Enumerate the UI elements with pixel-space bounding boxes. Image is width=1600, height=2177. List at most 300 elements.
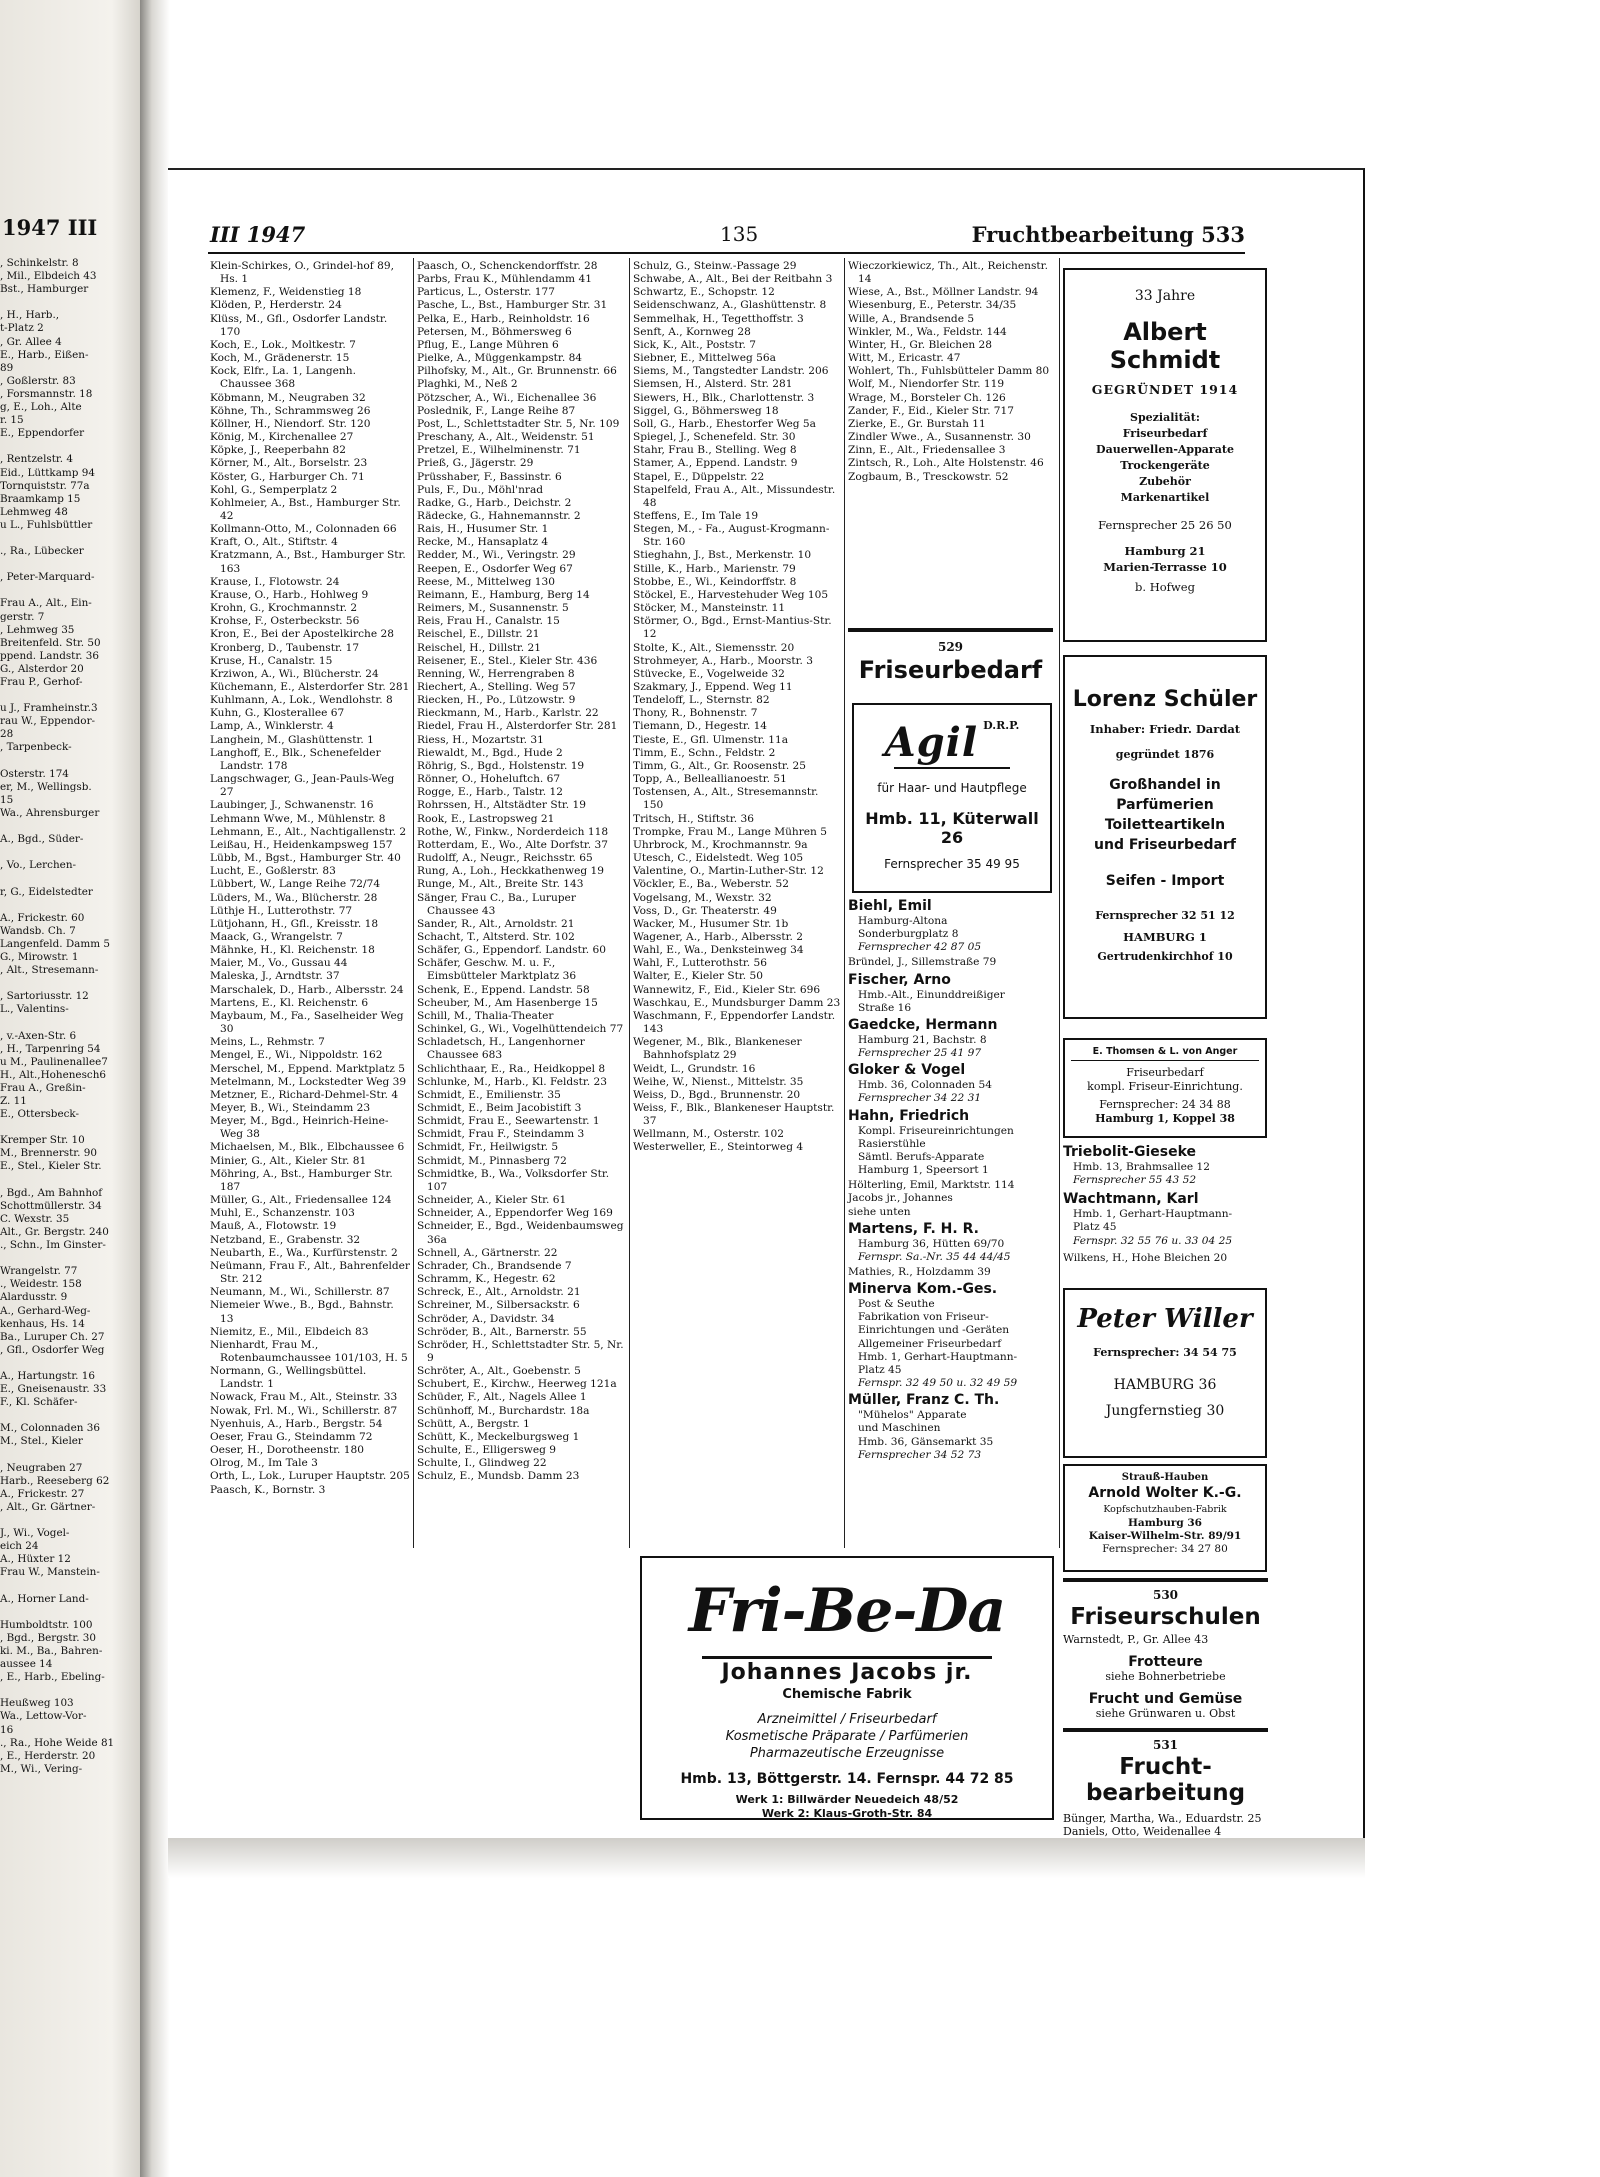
left-page-line: A., Bgd., Süder- [0, 833, 84, 846]
left-page-line: , Rentzelstr. 4 [0, 453, 73, 466]
schueler-lines [1065, 775, 1265, 855]
left-page-line: A., Gerhard-Weg- [0, 1304, 91, 1317]
schmidt-city: Hamburg 21 [1124, 544, 1206, 558]
entry-line: Hmb. 1, Gerhart-Hauptmann- [1073, 1208, 1233, 1221]
directory-entry: Olrog, M., Im Tale 3 [210, 1457, 318, 1470]
left-page-line: Wa., Lettow-Vor- [0, 1710, 87, 1723]
directory-entry: Köpke, J., Reeperbahn 82 [210, 444, 346, 457]
directory-entry: Stolte, K., Alt., Siemensstr. 20 [633, 641, 795, 654]
entry-line: Hmb. 36, Colonnaden 54 [858, 1079, 992, 1092]
left-page-line: Osterstr. 174 [0, 767, 69, 780]
directory-entry: Reese, M., Mittelweg 130 [417, 575, 556, 588]
directory-entry: Schulz, E., Mundsb. Damm 23 [417, 1470, 580, 1483]
thomsen-line-1: Friseurbedarf [1126, 1066, 1204, 1079]
directory-entry: Kronberg, D., Taubenstr. 17 [210, 641, 360, 654]
directory-entry: Wegener, M., Blk., Blankeneser Bahnhofsplatz 29 [633, 1036, 802, 1062]
directory-entry: Maier, M., Vo., Gussau 44 [210, 957, 348, 970]
directory-entry: Winkler, M., Wa., Feldstr. 144 [848, 325, 1007, 338]
left-page-line: Wa., Ahrensburger [0, 806, 100, 819]
directory-entry: Lütjohann, H., Gfl., Kreisstr. 18 [210, 917, 379, 930]
entry: Warnstedt, P., Gr. Allee 43 [1063, 1633, 1209, 1646]
directory-entry: Rohrssen, H., Altstädter Str. 19 [417, 799, 586, 812]
directory-entry: Schulte, E., Elligersweg 9 [417, 1444, 556, 1457]
schmidt-extra: b. Hofweg [1135, 580, 1195, 594]
directory-entry: Klemenz, F., Weidenstieg 18 [210, 286, 362, 299]
left-page-line: 89 [0, 361, 14, 374]
left-page-line: 28 [0, 728, 14, 741]
directory-entry: Rönner, O., Hoheluftch. 67 [417, 773, 561, 786]
entry-line: Sonderburgplatz 8 [858, 928, 959, 941]
directory-entry: Senft, A., Kornweg 28 [633, 325, 751, 338]
directory-entry: Schenk, E., Eppend. Landstr. 58 [417, 983, 590, 996]
directory-entry: Mähnke, H., Kl. Reichenstr. 18 [210, 944, 375, 957]
entry-line: Hamburg 21, Bachstr. 8 [858, 1033, 987, 1046]
schmidt-street: Marien-Terrasse 10 [1103, 560, 1227, 574]
directory-entry: Kuhlmann, A., Lok., Wendlohstr. 8 [210, 694, 393, 707]
left-page-line: , Bgd., Am Bahnhof [0, 1186, 103, 1199]
directory-entry: Maleska, J., Arndtstr. 37 [210, 970, 340, 983]
entry-line: Hamburg 1, Speersort 1 [858, 1164, 989, 1177]
left-page-line: ., Weidestr. 158 [0, 1278, 82, 1291]
directory-entry: Schramm, K., Hegestr. 62 [417, 1273, 556, 1286]
fribeda-works-1: Werk 1: Billwärder Neuedeich 48/52 [735, 1793, 959, 1806]
agil-mark: D.R.P. [983, 719, 1020, 732]
directory-entry: Köhne, Th., Schrammsweg 26 [210, 404, 371, 417]
directory-entry: Lüders, M., Wa., Blücherstr. 28 [210, 891, 378, 904]
entry-name: Müller, Franz C. Th. [848, 1392, 1000, 1409]
directory-entry: Niemitz, E., Mil., Elbdeich 83 [210, 1325, 369, 1338]
directory-entry: Nyenhuis, A., Harb., Bergstr. 54 [210, 1417, 383, 1430]
directory-entry: Valentine, O., Martin-Luther-Str. 12 [633, 865, 824, 878]
directory-entry: Siems, M., Tangstedter Landstr. 206 [633, 365, 829, 378]
left-page-line: E., Ottersbeck- [0, 1108, 80, 1121]
agil-line: für Haar- und Hautpflege [877, 781, 1027, 795]
directory-column-2 [417, 260, 625, 1484]
directory-entry: Reepen, E., Osdorfer Weg 67 [417, 562, 573, 575]
directory-entry: Wagener, A., Harb., Albersstr. 2 [633, 930, 803, 943]
section-title: Fruchtbearbeitung 533 [971, 222, 1245, 247]
directory-entry: Zogbaum, B., Tresckowstr. 52 [848, 470, 1009, 483]
directory-entry-block [848, 1392, 1053, 1462]
directory-entry: Michaelsen, M., Blk., Elbchaussee 6 [210, 1141, 405, 1154]
section-rule [1063, 1728, 1268, 1732]
directory-column-3 [633, 260, 841, 1155]
left-page-line: , H., Harb., [0, 309, 60, 322]
directory-entry: Siemsen, H., Alsterd. Str. 281 [633, 378, 793, 391]
directory-entry: Stahr, Frau B., Stelling. Weg 8 [633, 444, 797, 457]
directory-entry-block [848, 1062, 1053, 1105]
schueler-import: Seifen - Import [1105, 873, 1225, 889]
sub-heading: Frotteure [1128, 1654, 1203, 1670]
fribeda-works-2: Werk 2: Klaus-Groth-Str. 84 [761, 1807, 933, 1820]
left-page-line: ppend. Landstr. 36 [0, 649, 99, 662]
directory-entry: Mengel, E., Wi., Nippoldstr. 162 [210, 1049, 383, 1062]
directory-entry: Kuhn, G., Klosterallee 67 [210, 707, 345, 720]
left-page-line: G., Mirowstr. 1 [0, 950, 79, 963]
directory-entry: Rais, H., Husumer Str. 1 [417, 523, 549, 536]
left-page-line [0, 1514, 136, 1527]
directory-entry: Petersen, M., Böhmersweg 6 [417, 325, 572, 338]
left-page-line: A., Hartungstr. 16 [0, 1369, 96, 1382]
left-page-line [0, 532, 136, 545]
left-page-line: Humboldtstr. 100 [0, 1618, 93, 1631]
fribeda-logo: Fri-Be-Da [688, 1576, 1006, 1646]
directory-entry: Stamer, A., Eppend. Landstr. 9 [633, 457, 798, 470]
directory-entry: Wohlert, Th., Fuhlsbütteler Damm 80 [848, 365, 1050, 378]
directory-entry: Rädecke, G., Hahnemannstr. 2 [417, 509, 581, 522]
directory-entry: Kock, Elfr., La. 1, Langenh. Chaussee 368 [210, 365, 356, 391]
entry-line: Hmb. 1, Gerhart-Hauptmann- [858, 1350, 1018, 1363]
agil-logo: Agil [884, 719, 979, 766]
directory-entry: Sick, K., Alt., Poststr. 7 [633, 338, 756, 351]
directory-entry: Schäfer, Geschw. M. u. F., Eimsbütteler Marktplatz 36 [417, 957, 577, 983]
directory-entry-block [848, 1108, 1053, 1178]
fribeda-line-2: Kosmetische Präparate / Parfümerien [725, 1729, 969, 1744]
directory-entry: Rotterdam, E., Wo., Alte Dorfstr. 37 [417, 838, 608, 851]
directory-entry: Schinkel, G., Wi., Vogelhüttendeich 77 [417, 1023, 624, 1036]
directory-entry: Langhein, M., Glashüttenstr. 1 [210, 733, 374, 746]
directory-entry: Stapel, E., Düppelstr. 22 [633, 470, 765, 483]
entry-line: Fernsprecher 34 52 73 [858, 1448, 982, 1461]
directory-entry: Schmidt, M., Pinnasberg 72 [417, 1154, 567, 1167]
thomsen-name: E. Thomsen & L. von Anger [1071, 1046, 1259, 1061]
left-page-line: 16 [0, 1723, 14, 1736]
left-page-line: , Schinkelstr. 8 [0, 257, 79, 269]
section-530 [1063, 1578, 1268, 1838]
ad-peter-willer [1063, 1288, 1267, 1458]
directory-entry: Krause, I., Flotowstr. 24 [210, 575, 340, 588]
left-page-line: r, G., Eidelstedter [0, 885, 93, 898]
fribeda-address: Hmb. 13, Böttgerstr. 14. Fernspr. 44 72 85 [680, 1771, 1014, 1787]
directory-entry: Merschel, M., Eppend. Marktplatz 5 [210, 1062, 405, 1075]
directory-entry: Uhrbrock, M., Krochmannstr. 9a [633, 838, 808, 851]
directory-entry: Schlichthaar, E., Ra., Heidkoppel 8 [417, 1062, 606, 1075]
left-page-line: , Bgd., Bergstr. 30 [0, 1631, 97, 1644]
left-page-line: , Tarpenbeck- [0, 741, 72, 754]
directory-entry: Klöden, P., Herderstr. 24 [210, 299, 342, 312]
fribeda-subtitle: Chemische Fabrik [782, 1687, 912, 1702]
directory-entry: Schwartz, E., Schopstr. 12 [633, 286, 775, 299]
left-page-line [0, 440, 136, 453]
directory-entry: Seidenschwanz, A., Glashüttenstr. 8 [633, 299, 827, 312]
directory-entry: Stöcker, M., Mansteinstr. 11 [633, 602, 786, 615]
directory-entry: Netzband, E., Grabenstr. 32 [210, 1233, 361, 1246]
directory-entry: Soll, G., Harb., Ehestorfer Weg 5a [633, 417, 816, 430]
schmidt-spec: Markenartikel [1120, 491, 1210, 504]
ad-fri-be-da [640, 1556, 1054, 1820]
left-page-line: aussee 14 [0, 1658, 53, 1671]
left-page-line: er, M., Wellingsb. [0, 780, 92, 793]
directory-entry: Lucht, E., Goßlerstr. 83 [210, 865, 336, 878]
directory-entry: Voss, D., Gr. Theaterstr. 49 [633, 904, 777, 917]
left-page-line: G., Alsterdor 20 [0, 662, 84, 675]
entry-name: Biehl, Emil [848, 898, 932, 914]
page-shadow [168, 1838, 1365, 1878]
directory-entry: Prüsshaber, F., Bassinstr. 6 [417, 470, 562, 483]
directory-entry: Radke, G., Harb., Deichstr. 2 [417, 496, 572, 509]
directory-entry: Westerweller, E., Steintorweg 4 [633, 1141, 804, 1154]
left-page-line: ., Ra., Hohe Weide 81 [0, 1736, 115, 1749]
left-page-line: , Alt., Stresemann- [0, 964, 99, 977]
directory-entry-block [848, 1266, 1053, 1279]
directory-entry: Möhring, A., Bst., Hamburger Str. 187 [210, 1167, 393, 1193]
directory-entry: Neümann, Frau F., Alt., Bahrenfelder Str. 212 [210, 1259, 410, 1286]
left-page-line [0, 689, 136, 702]
directory-entry: Wellmann, M., Osterstr. 102 [633, 1128, 785, 1141]
page-number: 135 [720, 222, 759, 246]
left-page-line: ., Ra., Lübecker [0, 545, 84, 558]
entry-name: Hahn, Friedrich [848, 1107, 970, 1124]
agil-address: Hmb. 11, Küterwall 26 [865, 809, 1039, 847]
header-year: III 1947 [210, 222, 306, 247]
cross-reference: siehe Grünwaren u. Obst [1095, 1707, 1236, 1720]
left-page-line: Lehmweg 48 [0, 505, 68, 518]
directory-entry-block [848, 972, 1053, 1015]
directory-entry: Stapelfeld, Frau A., Alt., Missundestr. 48 [633, 483, 836, 509]
thomsen-phone: Fernsprecher: 24 34 88 [1099, 1098, 1231, 1111]
section-heading-line-1: Frucht- [1119, 1754, 1212, 1780]
directory-entry: Meyer, M., Bgd., Heinrich-Heine-Weg 38 [210, 1115, 389, 1141]
left-page-list [0, 257, 136, 1776]
directory-entry: Leißau, H., Heidenkampsweg 157 [210, 838, 393, 851]
left-page-line [0, 296, 136, 309]
directory-entry: Tostensen, A., Alt., Stresemannstr. 150 [633, 786, 819, 812]
left-page-line: E., Harb., Eißen- [0, 348, 89, 361]
directory-entry: Tendeloff, L., Sternstr. 82 [633, 694, 770, 707]
directory-entry: Tiemann, D., Hegestr. 14 [633, 720, 768, 733]
entry-line: Fernsprecher 55 43 52 [1073, 1174, 1197, 1187]
left-page-line: , Neugraben 27 [0, 1461, 83, 1474]
left-page-line: A., Frickestr. 27 [0, 1487, 85, 1500]
directory-entry: Schulz, G., Steinw.-Passage 29 [633, 260, 797, 272]
directory-entry: Köster, G., Harburger Ch. 71 [210, 470, 365, 483]
left-page-line: , Gfl., Osdorfer Weg [0, 1343, 105, 1356]
left-page-line [0, 846, 136, 859]
directory-entry: Spiegel, J., Schenefeld. Str. 30 [633, 431, 796, 444]
directory-entry: Störmer, O., Bgd., Ernst-Mantius-Str. 12 [633, 615, 832, 641]
left-page-line: , Vo., Lerchen- [0, 859, 77, 872]
directory-entry: Wahl, F., Lutterothstr. 56 [633, 957, 768, 970]
directory-entry: Müller, G., Alt., Friedensallee 124 [210, 1194, 392, 1207]
left-page-line: , H., Tarpenring 54 [0, 1042, 101, 1055]
directory-entry: Langhoff, E., Blk., Schenefelder Landstr. 178 [210, 746, 381, 772]
directory-entry: Tieste, E., Gfl. Ulmenstr. 11a [633, 733, 789, 746]
section-number: 530 [1152, 1588, 1179, 1602]
directory-entry: Walter, E., Kieler Str. 50 [633, 970, 763, 983]
directory-entry: Schubert, E., Kirchw., Heerweg 121a [417, 1378, 617, 1391]
wolter-street: Kaiser-Wilhelm-Str. 89/91 [1088, 1530, 1242, 1542]
entry-line: Fernsprecher 34 22 31 [858, 1092, 982, 1105]
directory-entry: Stöckel, E., Harvestehuder Weg 105 [633, 588, 829, 601]
directory-entry: Maybaum, M., Fa., Saselheider Weg 30 [210, 1009, 404, 1036]
directory-entry: Klüss, M., Gfl., Osdorfer Landstr. 170 [210, 312, 388, 338]
directory-entry: Schmidtke, B., Wa., Volksdorfer Str. 107 [417, 1167, 610, 1193]
directory-entry: Schäfer, G., Eppendorf. Landstr. 60 [417, 944, 606, 957]
directory-entry: Wacker, M., Husumer Str. 1b [633, 917, 789, 930]
fribeda-underline [702, 1656, 992, 1659]
directory-entry: Reischel, H., Dillstr. 21 [417, 641, 542, 654]
directory-entry: Reisener, E., Stel., Kieler Str. 436 [417, 654, 598, 667]
entry-line: Mathies, R., Holzdamm 39 [848, 1265, 991, 1278]
ad-arnold-wolter [1063, 1464, 1267, 1572]
schmidt-spec: Trockengeräte [1120, 459, 1210, 472]
directory-entry: Schwabe, A., Alt., Bei der Reitbahn 3 [633, 273, 833, 286]
schmidt-name: Albert Schmidt [1109, 318, 1221, 374]
willer-city: HAMBURG 36 [1113, 1377, 1217, 1393]
schueler-name: Lorenz Schüler [1072, 687, 1258, 712]
entry-name: Gloker & Vogel [848, 1062, 966, 1079]
left-page-line [0, 1016, 136, 1029]
left-page-line: , Sartoriusstr. 12 [0, 990, 89, 1003]
directory-entry: Riedel, Frau H., Alsterdorfer Str. 281 [417, 720, 618, 733]
directory-entry: Pflug, E., Lange Mühren 6 [417, 338, 559, 351]
directory-entry: Vöckler, E., Ba., Weberstr. 52 [633, 878, 789, 891]
directory-entry: Oeser, Frau G., Steindamm 72 [210, 1430, 373, 1443]
left-page-line: A., Hüxter 12 [0, 1553, 71, 1566]
directory-entry: Krohn, G., Krochmannstr. 2 [210, 602, 358, 615]
left-page-line [0, 1409, 136, 1422]
willer-phone: Fernsprecher: 34 54 75 [1093, 1346, 1237, 1359]
thomsen-address: Hamburg 1, Koppel 38 [1095, 1112, 1235, 1125]
entry-line: Platz 45 [1073, 1221, 1117, 1234]
directory-entry: Wiesenburg, E., Peterstr. 34/35 [848, 299, 1017, 312]
directory-entry: Krohse, F., Osterbeckstr. 56 [210, 615, 360, 628]
left-page-line: Harb., Reeseberg 62 [0, 1474, 110, 1487]
directory-entry: Kraft, O., Alt., Stiftstr. 4 [210, 536, 338, 549]
directory-entry: Schill, M., Thalia-Theater [417, 1009, 554, 1022]
column-divider [1059, 258, 1060, 1548]
entry-line: Hamburg-Altona [858, 915, 948, 927]
directory-entry: Klein-Schirkes, O., Grindel-hof 89, Hs. 1 [210, 260, 394, 286]
directory-entry: Waschmann, F., Eppendorfer Landstr. 143 [633, 1009, 836, 1036]
left-page-line: , E., Herderstr. 20 [0, 1749, 96, 1762]
directory-entry: Schreiner, M., Silbersackstr. 6 [417, 1299, 580, 1312]
schueler-founded: gegründet 1876 [1115, 748, 1215, 761]
directory-entry: Witt, M., Ericastr. 47 [848, 352, 961, 365]
left-page-line: , E., Harb., Ebeling- [0, 1671, 105, 1684]
directory-entry: Pasche, L., Bst., Hamburger Str. 31 [417, 299, 608, 312]
left-page-line: t-Platz 2 [0, 322, 44, 335]
left-page-line: kenhaus, Hs. 14 [0, 1317, 85, 1330]
left-page-line: , Goßlerstr. 83 [0, 374, 76, 387]
directory-entry-block [1063, 1191, 1268, 1247]
entry-line: Fernspr. 32 49 50 u. 32 49 59 [858, 1377, 1018, 1390]
directory-entry-block [848, 1221, 1053, 1264]
directory-entry: Rothe, W., Finkw., Norderdeich 118 [417, 825, 609, 838]
directory-entry: Thony, R., Bohnenstr. 7 [633, 707, 758, 720]
directory-entry: König, M., Kirchenallee 27 [210, 431, 354, 444]
directory-entry: Utesch, C., Eidelstedt. Weg 105 [633, 852, 804, 865]
directory-entry: Meins, L., Rehmstr. 7 [210, 1036, 325, 1049]
page-header [210, 222, 1245, 252]
directory-entry: Normann, G., Wellingsbüttel. Landstr. 1 [210, 1365, 367, 1391]
directory-entry: Lübb, M., Bgst., Hamburger Str. 40 [210, 852, 401, 865]
left-page-line: Alt., Gr. Bergstr. 240 [0, 1225, 109, 1238]
directory-entry: Rung, A., Loh., Heckkathenweg 19 [417, 865, 604, 878]
fribeda-line-3: Pharmazeutische Erzeugnisse [749, 1746, 945, 1761]
schmidt-spec: Dauerwellen-Apparate [1096, 443, 1234, 456]
directory-entry: Krause, O., Harb., Hohlweg 9 [210, 588, 369, 601]
directory-entry: Lübbert, W., Lange Reihe 72/74 [210, 878, 381, 891]
directory-entry: Tritsch, H., Stiftstr. 36 [633, 812, 754, 825]
directory-entry: Neumann, M., Wi., Schillerstr. 87 [210, 1286, 390, 1299]
directory-entry: Lehmann Wwe, M., Mühlenstr. 8 [210, 812, 386, 825]
directory-entry: Nowack, Frau M., Alt., Steinstr. 33 [210, 1391, 398, 1404]
entry-line: Fernsprecher 42 87 05 [858, 941, 982, 954]
entry-line: Hmb. 36, Gänsemarkt 35 [858, 1435, 994, 1448]
directory-entry: Meyer, B., Wi., Steindamm 23 [210, 1102, 371, 1114]
directory-entry-block [1063, 1144, 1268, 1187]
section-rule [1063, 1578, 1268, 1582]
left-page-line [0, 977, 136, 990]
schueler-line: Toilettеartikeln [1104, 817, 1226, 833]
wolter-name: Arnold Wolter K.-G. [1088, 1485, 1242, 1501]
sub-heading: Frucht und Gemüse [1088, 1691, 1243, 1707]
directory-entry: Schneider, E., Bgd., Weidenbaumsweg 36a [417, 1220, 624, 1246]
directory-entry: Minier, G., Alt., Kieler Str. 81 [210, 1154, 367, 1167]
left-page-line: Wrangelstr. 77 [0, 1265, 78, 1278]
left-page-line: ., Schn., Im Ginster- [0, 1239, 106, 1252]
directory-entry: Siggel, G., Böhmersweg 18 [633, 404, 779, 417]
left-page-line: H., Alt.,Hohenesch6 [0, 1068, 107, 1081]
directory-entry: Köllner, H., Niendorf. Str. 120 [210, 417, 371, 430]
left-page-line: , Peter-Marquard- [0, 571, 95, 584]
directory-entry: Plaghki, M., Neß 2 [417, 378, 518, 391]
directory-entry: Strohmeyer, A., Harb., Moorstr. 3 [633, 654, 813, 667]
schueler-city: HAMBURG 1 [1123, 930, 1207, 944]
directory-entry: Marschalek, D., Harb., Albersstr. 24 [210, 983, 404, 996]
left-page-line: Langenfeld. Damm 5 [0, 937, 110, 950]
directory-entry: Krziwon, A., Wi., Blücherstr. 24 [210, 667, 379, 680]
entry-line: Kompl. Friseureinrichtungen [858, 1124, 1014, 1137]
left-page-line: Kremper Str. 10 [0, 1134, 85, 1147]
left-page-line: u L., Fuhlsbüttler [0, 518, 93, 531]
left-page-line: M., Brennerstr. 90 [0, 1147, 97, 1160]
directory-entry: Schlunke, M., Harb., Kl. Feldstr. 23 [417, 1075, 607, 1088]
left-page-line [0, 899, 136, 912]
schmidt-phone: Fernsprecher 25 26 50 [1098, 518, 1232, 532]
left-page-line [0, 1449, 136, 1462]
directory-entry: Maack, G., Wrangelstr. 7 [210, 930, 343, 943]
book-gutter [140, 0, 170, 2177]
directory-entry: Kollmann-Otto, M., Colonnaden 66 [210, 523, 397, 536]
schueler-line: und Friseurbedarf [1094, 837, 1236, 853]
directory-entry: Kron, E., Bei der Apostelkirche 28 [210, 628, 394, 641]
entry-line: Hmb. 13, Brahmsallee 12 [1073, 1161, 1210, 1173]
directory-entry: Stille, K., Harb., Marienstr. 79 [633, 562, 796, 575]
directory-entry: Reimann, E., Hamburg, Berg 14 [417, 588, 590, 601]
ad-thomsen [1063, 1038, 1267, 1138]
schmidt-spec-label: Spezialität: [1130, 411, 1200, 424]
directory-entry: Stüvecke, E., Vogelweide 32 [633, 667, 785, 680]
wolter-city: Hamburg 36 [1128, 1517, 1202, 1529]
directory-entry: Paasch, K., Bornstr. 3 [210, 1483, 326, 1496]
left-page-line [0, 584, 136, 597]
directory-entry: Szakmary, J., Eppend. Weg 11 [633, 681, 793, 693]
directory-entry: Schünhoff, M., Burchardstr. 18a [417, 1404, 590, 1417]
directory-entry: Zierke, E., Gr. Burstah 11 [848, 417, 986, 430]
left-page-line: C. Wexstr. 35 [0, 1212, 70, 1225]
directory-entry: Schütt, A., Bergstr. 1 [417, 1417, 530, 1430]
directory-entry-block [848, 898, 1053, 954]
right-column-entries [1063, 1144, 1268, 1269]
directory-entry: Muhl, E., Schanzenstr. 103 [210, 1207, 355, 1220]
directory-entry: Siewers, H., Blk., Charlottenstr. 3 [633, 391, 815, 404]
directory-entry: Winter, H., Gr. Bleichen 28 [848, 338, 993, 351]
directory-entry: Paasch, O., Schenckendorffstr. 28 [417, 260, 598, 272]
directory-entry: Runge, M., Alt., Breite Str. 143 [417, 878, 584, 891]
left-page-line: A., Horner Land- [0, 1592, 89, 1605]
